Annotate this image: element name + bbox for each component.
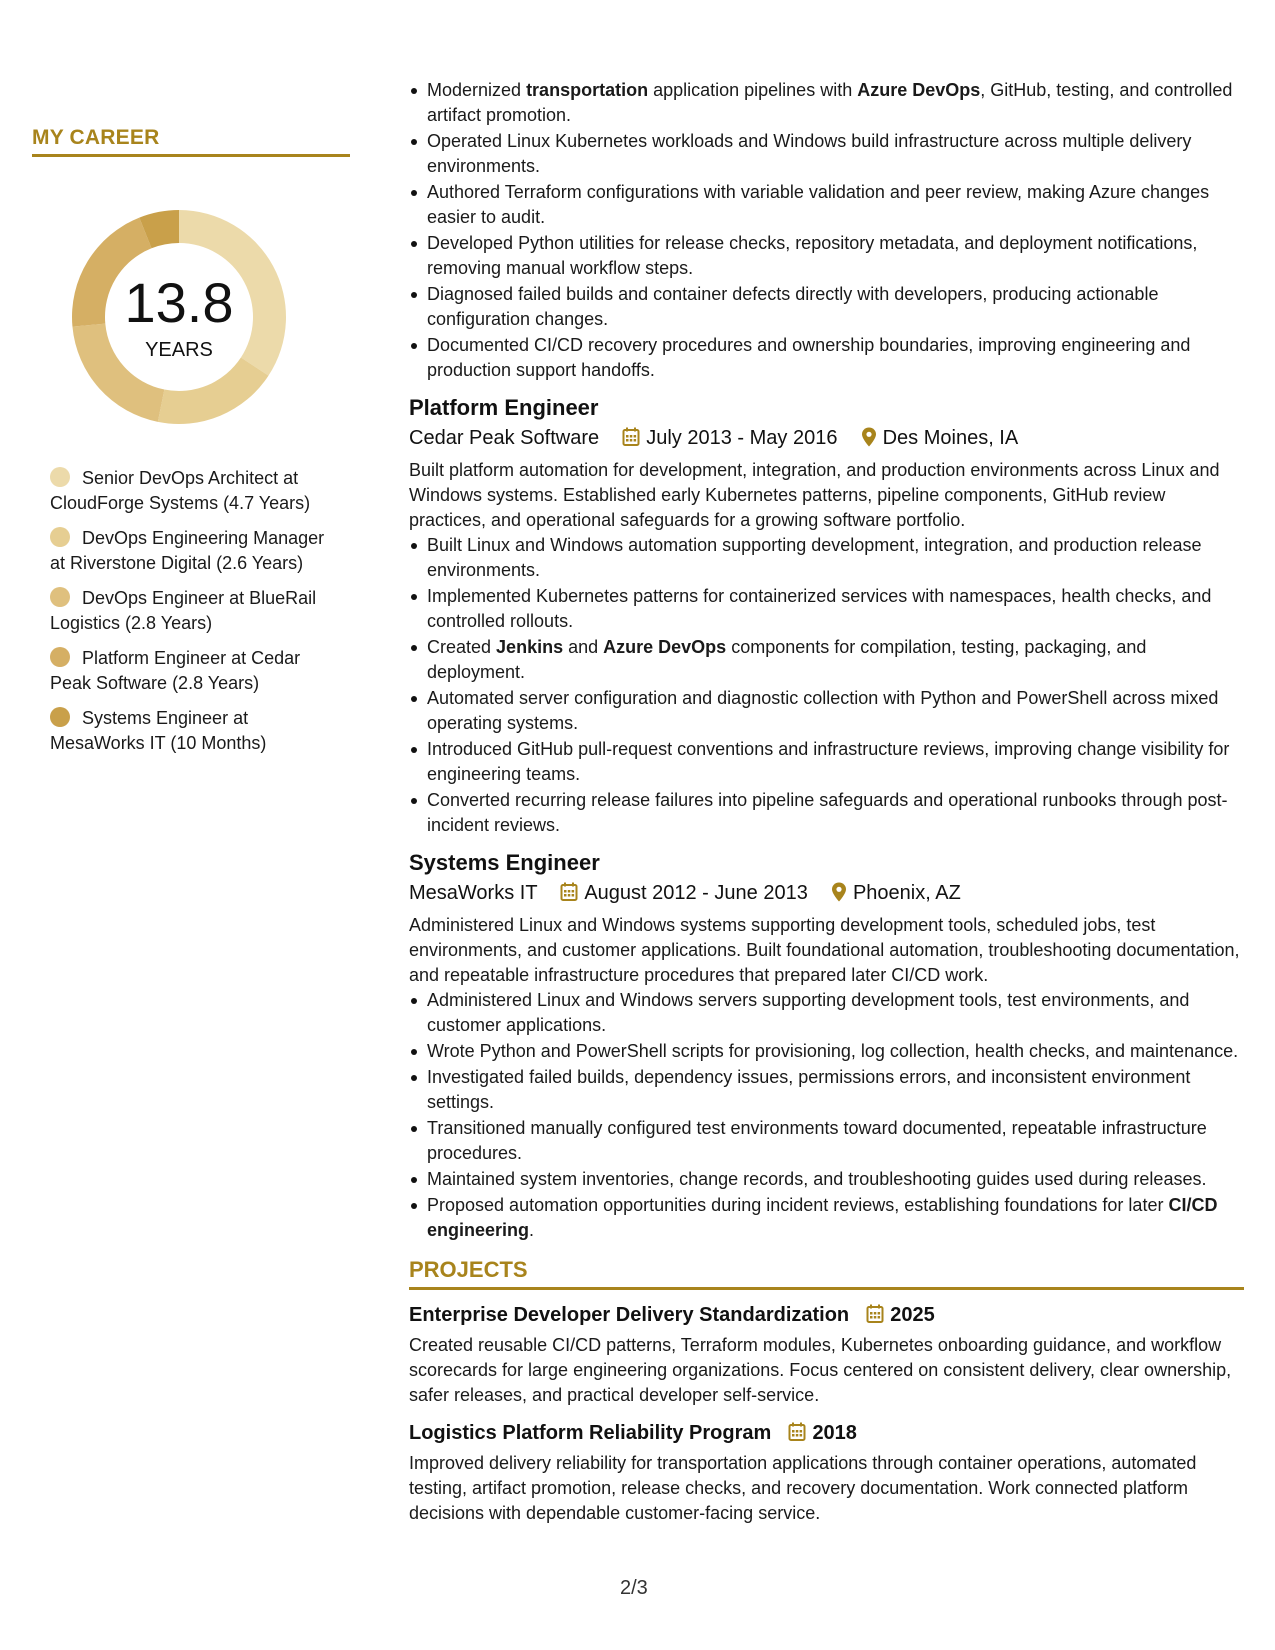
company-name: Cedar Peak Software — [409, 427, 600, 449]
job-entry — [409, 848, 1244, 1243]
project-header — [409, 1300, 1244, 1333]
bullet-item: Modernized transportation application pipelines with Azure DevOps, GitHub, testing, and controlled artifact promotion. — [427, 78, 1244, 128]
right-column — [409, 78, 1244, 1526]
bullet-item: Built Linux and Windows automation supporting development, integration, and production release environments. — [427, 533, 1244, 583]
legend-label: Systems Engineer at MesaWorks IT (10 Months) — [50, 708, 267, 753]
career-section-title: MY CAREER — [32, 126, 350, 157]
location-pin-icon — [861, 426, 877, 456]
bullet-item: Operated Linux Kubernetes workloads and Windows build infrastructure across multiple delivery environments. — [427, 129, 1244, 179]
project-description: Created reusable CI/CD patterns, Terraform modules, Kubernetes onboarding guidance, and workflow scorecards for large engineering organizations. Focus centered on consistent delivery, clear ownership, safer releases, and practical developer self-service. — [409, 1335, 1232, 1405]
job-summary: Built platform automation for development, integration, and production environments across Linux and Windows systems. Established early Kubernetes patterns, pipeline components, GitHub review practices, and operational safeguards for a growing software portfolio. — [409, 460, 1220, 530]
bullet-item: Maintained system inventories, change records, and troubleshooting guides used during releases. — [427, 1167, 1244, 1192]
calendar-icon — [788, 1421, 806, 1451]
legend-item — [50, 586, 340, 636]
bullet-item: Proposed automation opportunities during incident reviews, establishing foundations for later CI/CD engineering. — [427, 1193, 1244, 1243]
job-entry — [409, 393, 1244, 838]
bullet-item: Authored Terraform configurations with variable validation and peer review, making Azure changes easier to audit. — [427, 180, 1244, 230]
project-header — [409, 1418, 1244, 1451]
company-name: MesaWorks IT — [409, 882, 538, 904]
job-bullets — [409, 988, 1244, 1243]
project-year: 2025 — [890, 1304, 935, 1326]
legend-dot — [50, 647, 70, 667]
legend-item — [50, 646, 340, 696]
bullet-item: Investigated failed builds, dependency issues, permissions errors, and inconsistent environment settings. — [427, 1065, 1244, 1115]
bullet-item: Created Jenkins and Azure DevOps components for compilation, testing, packaging, and deployment. — [427, 635, 1244, 685]
total-years-value: 13.8 — [124, 271, 234, 334]
legend-item — [50, 526, 340, 576]
legend-dot — [50, 587, 70, 607]
project-entry — [409, 1418, 1244, 1526]
legend-label: DevOps Engineering Manager at Riverstone Digital (2.6 Years) — [50, 528, 325, 573]
job-summary: Administered Linux and Windows systems supporting development tools, scheduled jobs, test environments, and customer applications. Built foundational automation, troubleshooting documentation, and repeatable infrastructure procedures that prepared later CI/CD work. — [409, 915, 1240, 985]
job-bullets — [409, 533, 1244, 838]
job-dates: August 2012 - June 2013 — [584, 882, 808, 904]
bullet-item: Automated server configuration and diagnostic collection with Python and PowerShell across mixed operating systems. — [427, 686, 1244, 736]
bullet-item: Administered Linux and Windows servers supporting development tools, test environments, and customer applications. — [427, 988, 1244, 1038]
bullet-item: Developed Python utilities for release checks, repository metadata, and deployment notifications, removing manual workflow steps. — [427, 231, 1244, 281]
project-description: Improved delivery reliability for transportation applications through container operations, automated testing, artifact promotion, release checks, and recovery documentation. Work connected platform decisions with dependable customer-facing service. — [409, 1453, 1197, 1523]
job-meta — [409, 423, 1244, 456]
bullet-item: Diagnosed failed builds and container defects directly with developers, producing actionable configuration changes. — [427, 282, 1244, 332]
project-entry — [409, 1300, 1244, 1408]
bullet-item: Converted recurring release failures into pipeline safeguards and operational runbooks through post-incident reviews. — [427, 788, 1244, 838]
career-donut-chart — [67, 205, 291, 429]
legend-label: Senior DevOps Architect at CloudForge Systems (4.7 Years) — [50, 468, 311, 513]
job-location: Des Moines, IA — [882, 427, 1019, 449]
legend-item — [50, 706, 340, 756]
calendar-icon — [622, 426, 640, 456]
calendar-icon — [866, 1303, 884, 1333]
job-title: Platform Engineer — [409, 395, 599, 420]
legend-dot — [50, 467, 70, 487]
calendar-icon — [560, 881, 578, 911]
job-meta — [409, 878, 1244, 911]
bullet-item: Introduced GitHub pull-request conventions and infrastructure reviews, improving change visibility for engineering teams. — [427, 737, 1244, 787]
job-title: Systems Engineer — [409, 850, 600, 875]
experience-bullets-continued — [409, 78, 1244, 383]
bullet-item: Wrote Python and PowerShell scripts for provisioning, log collection, health checks, and maintenance. — [427, 1039, 1244, 1064]
page-number: 2/3 — [620, 1577, 648, 1599]
bullet-item: Documented CI/CD recovery procedures and ownership boundaries, improving engineering and production support handoffs. — [427, 333, 1244, 383]
project-year: 2018 — [812, 1422, 857, 1444]
project-name: Logistics Platform Reliability Program — [409, 1422, 772, 1444]
legend-label: DevOps Engineer at BlueRail Logistics (2.8 Years) — [50, 588, 317, 633]
legend-dot — [50, 527, 70, 547]
legend-dot — [50, 707, 70, 727]
legend-label: Platform Engineer at Cedar Peak Software (2.8 Years) — [50, 648, 301, 693]
bullet-item: Transitioned manually configured test environments toward documented, repeatable infrastructure procedures. — [427, 1116, 1244, 1166]
legend-item — [50, 466, 340, 516]
project-name: Enterprise Developer Delivery Standardization — [409, 1304, 850, 1326]
career-legend — [50, 466, 340, 766]
projects-section-title: PROJECTS — [409, 1255, 1244, 1290]
job-dates: July 2013 - May 2016 — [646, 427, 838, 449]
bullet-item: Implemented Kubernetes patterns for containerized services with namespaces, health checks, and controlled rollouts. — [427, 584, 1244, 634]
job-location: Phoenix, AZ — [852, 882, 961, 904]
total-years-label: YEARS — [145, 339, 213, 361]
location-pin-icon — [831, 881, 847, 911]
